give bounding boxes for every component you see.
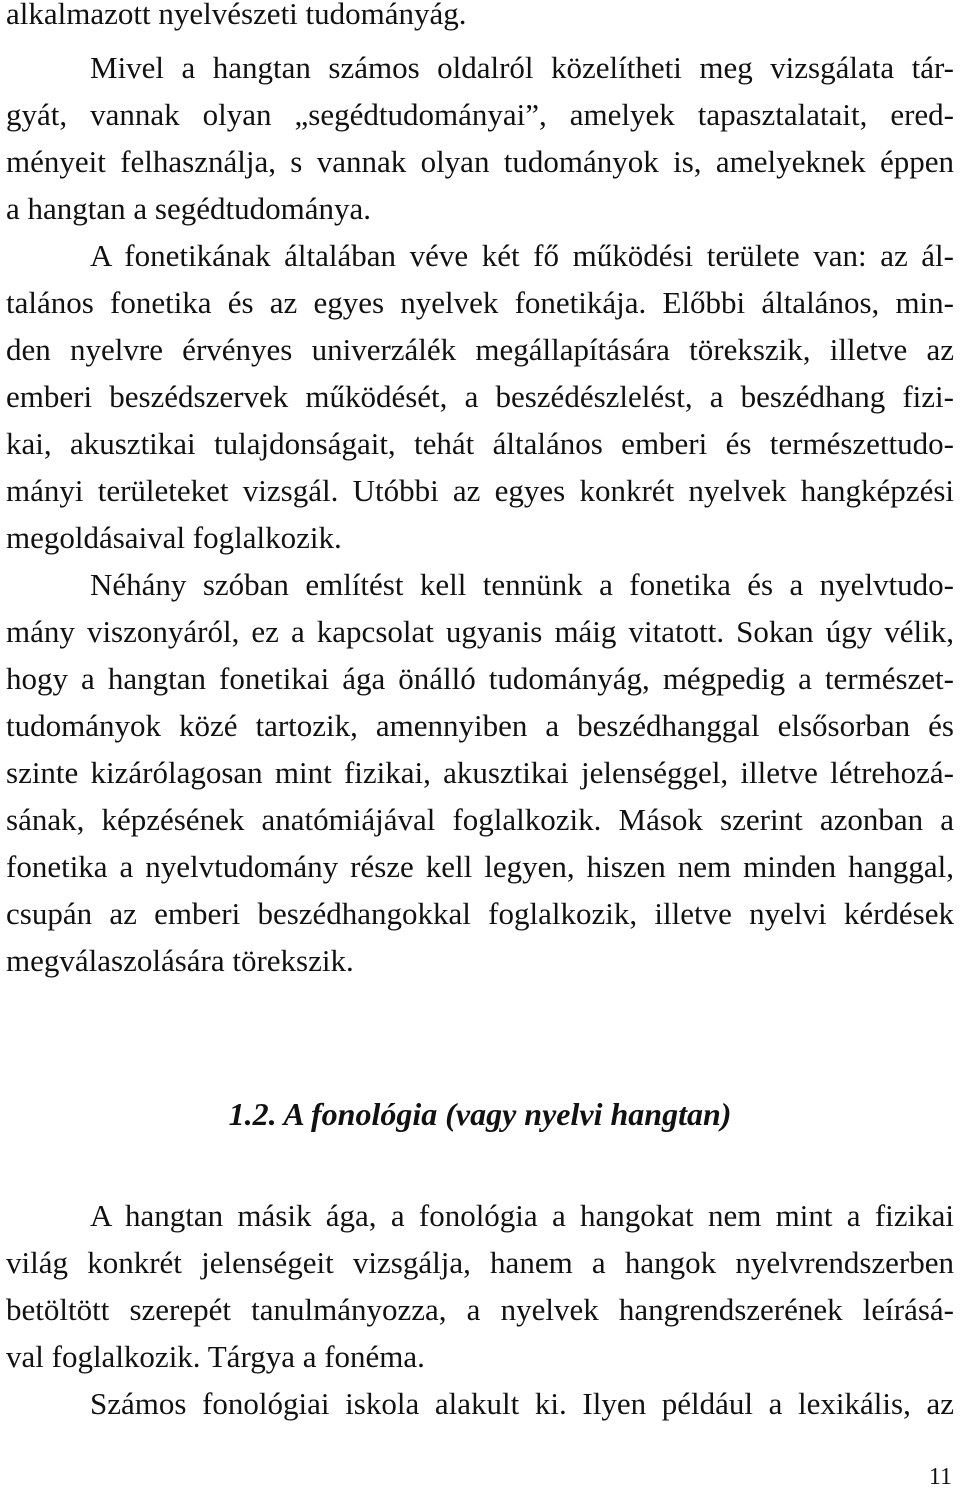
text-line: világ konkrét jelenségeit vizsgálja, hanem a hangok nyelvrendszerben [6,1245,954,1280]
text-line: tudományok közé tartozik, amennyiben a beszédhanggal elsősorban és [6,708,954,743]
text-line: mányi területeket vizsgál. Utóbbi az egyes konkrét nyelvek hangképzési [6,473,954,508]
text-line: gyát, vannak olyan „segédtudományai”, amelyek tapasztalatait, ered- [6,97,954,132]
page-number: 11 [928,1464,952,1490]
text-line: fonetika a nyelvtudomány része kell legyen, hiszen nem minden hanggal, [6,849,954,884]
text-line: mány viszonyáról, ez a kapcsolat ugyanis máig vitatott. Sokan úgy vélik, [6,614,954,649]
text-line: betöltött szerepét tanulmányozza, a nyelvek hangrendszerének leírásá- [6,1292,954,1327]
text-line: Számos fonológiai iskola alakult ki. Ilyen például a lexikális, az [90,1386,954,1421]
text-line: megoldásaival foglalkozik. [6,520,342,555]
text-line: A fonetikának általában véve két fő működési területe van: az ál- [90,238,954,273]
text-line: talános fonetika és az egyes nyelvek fonetikája. Előbbi általános, min- [6,285,954,320]
text-line: ményeit felhasználja, s vannak olyan tudományok is, amelyeknek éppen [6,144,954,179]
text-line: a hangtan a segédtudománya. [6,191,371,226]
text-line: val foglalkozik. Tárgya a fonéma. [6,1339,425,1374]
text-line: Néhány szóban említést kell tennünk a fonetika és a nyelvtudo- [90,567,954,602]
text-line: hogy a hangtan fonetikai ága önálló tudományág, mégpedig a természet- [6,661,954,696]
text-line: emberi beszédszervek működését, a beszédészlelést, a beszédhang fizi- [6,379,954,414]
text-line: kai, akusztikai tulajdonságait, tehát általános emberi és természettudo- [6,426,954,461]
text-line: A hangtan másik ága, a fonológia a hangokat nem mint a fizikai [90,1198,954,1233]
text-line: den nyelvre érvényes univerzálék megállapítására törekszik, illetve az [6,332,954,367]
text-line: sának, képzésének anatómiájával foglalkozik. Mások szerint azonban a [6,802,954,837]
text-line: szinte kizárólagosan mint fizikai, akusztikai jelenséggel, illetve létrehozá- [6,755,954,790]
section-heading: 1.2. A fonológia (vagy nyelvi hangtan) [228,1096,732,1132]
text-line: csupán az emberi beszédhangokkal foglalkozik, illetve nyelvi kérdések [6,896,954,931]
text-line: Mivel a hangtan számos oldalról közelítheti meg vizsgálata tár- [90,50,954,85]
text-line: alkalmazott nyelvészeti tudományág. [6,0,467,31]
text-line: megválaszolására törekszik. [6,943,354,978]
